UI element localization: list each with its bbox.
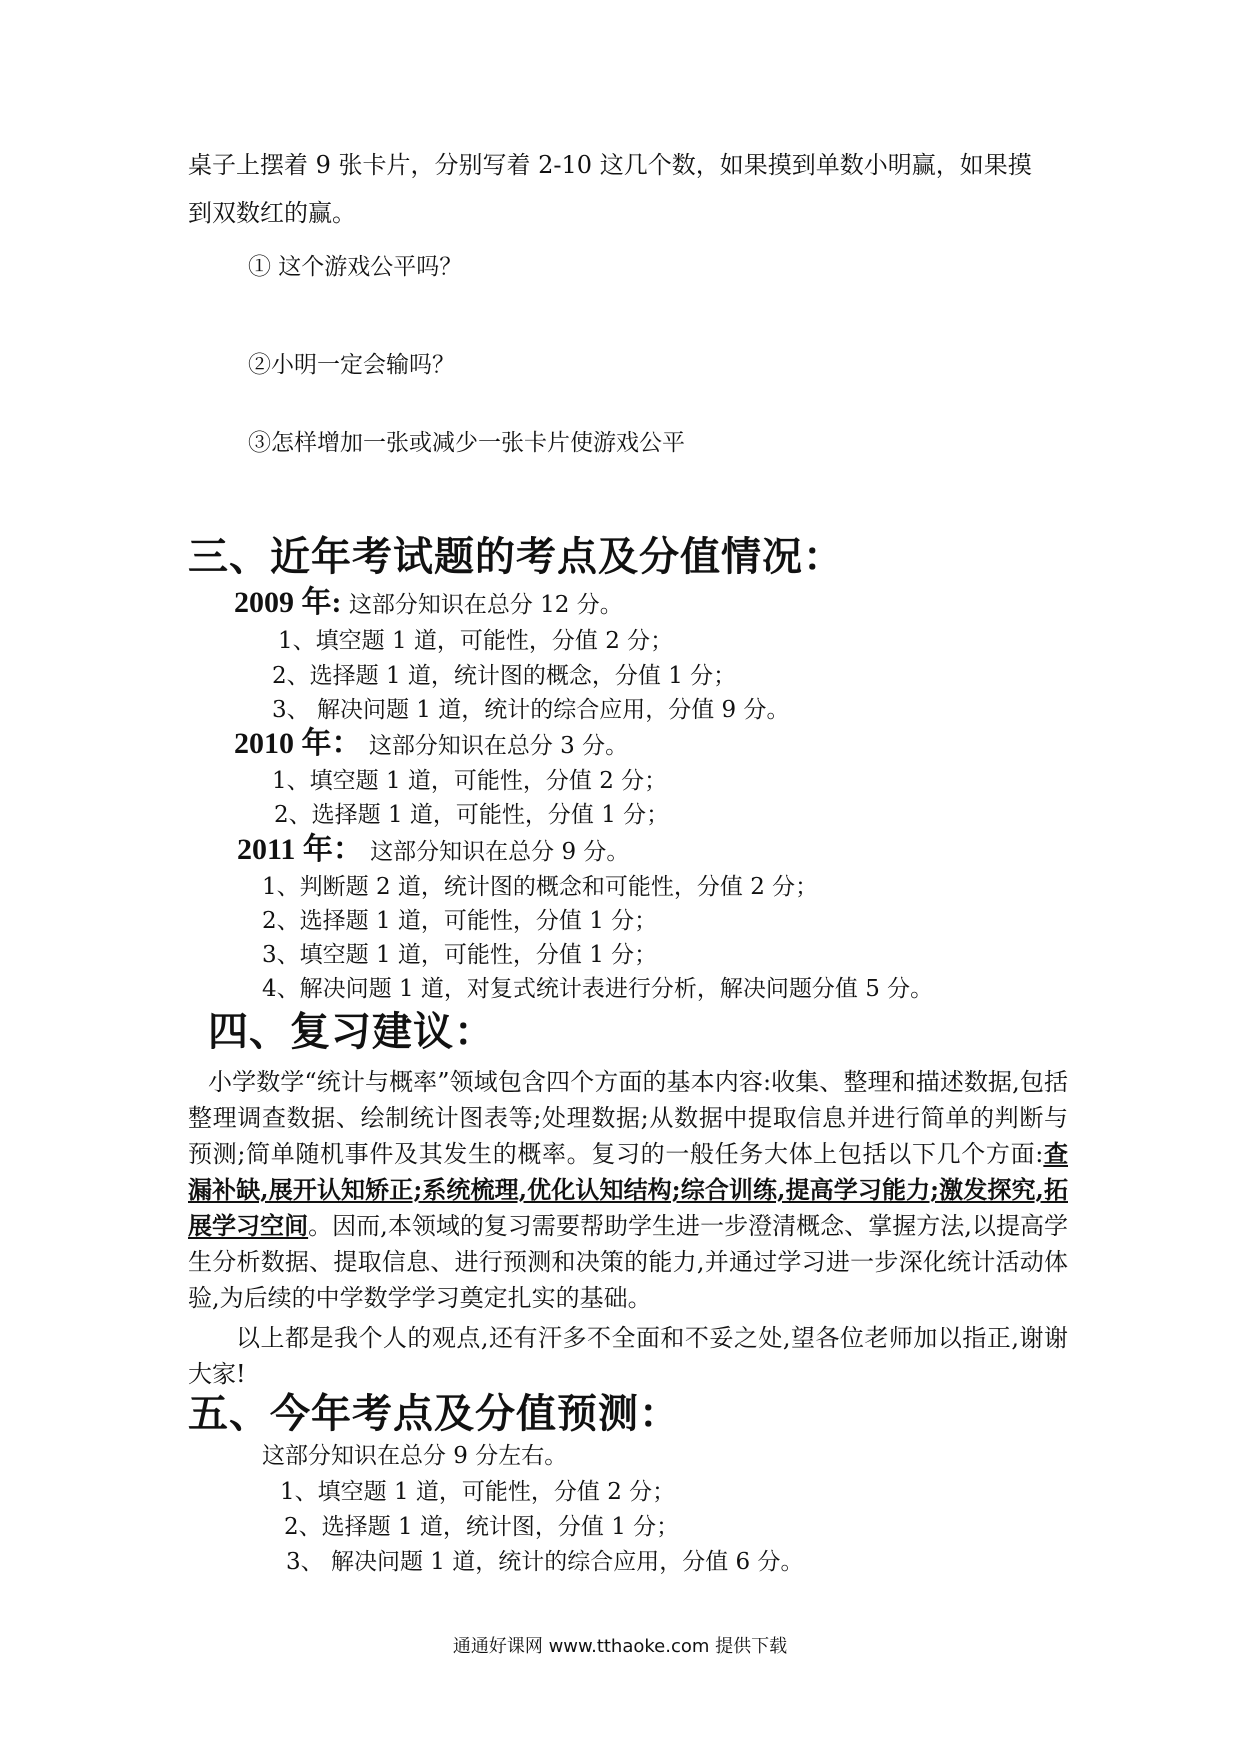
year-2010-item-1: 1、填空题 1 道，可能性，分值 2 分； [272, 768, 668, 794]
year-2009-item-3: 3、 解决问题 1 道，统计的综合应用，分值 9 分。 [272, 697, 790, 723]
forecast-summary: 这部分知识在总分 9 分左右。 [262, 1443, 568, 1469]
year-2011-summary: 这部分知识在总分 9 分。 [370, 839, 630, 865]
section-5-heading: 五、今年考点及分值预测： [188, 1391, 680, 1437]
year-2011-item-3: 3、填空题 1 道，可能性，分值 1 分； [262, 942, 658, 968]
year-2011-item-4: 4、解决问题 1 道，对复式统计表进行分析，解决问题分值 5 分。 [262, 976, 934, 1002]
question-2: ②小明一定会输吗？ [248, 352, 455, 378]
year-2009-line [234, 588, 623, 620]
year-2011-item-2: 2、选择题 1 道，可能性，分值 1 分； [262, 908, 658, 934]
year-2011-label: 2011 年： [237, 833, 363, 866]
review-paragraph-end: 。因而,本领域的复习需要帮助学生进一步澄清概念、掌握方法,以提高学生分析数据、提取信息、进行预测和决策的能力,并通过学习进一步深化统计活动体验,为后续的中学数学学习奠定扎实的基础。 [188, 1212, 1068, 1312]
year-2011-line [237, 835, 629, 867]
question-3: ③怎样增加一张或减少一张卡片使游戏公平 [248, 430, 685, 456]
question-1: ① 这个游戏公平吗？ [248, 254, 463, 280]
review-paragraph-emphasis: 查漏补缺,展开认知矫正;系统梳理,优化认知结构;综合训练,提高学习能力;激发探究,拓展学习空间 [188, 1139, 1069, 1240]
year-2010-summary: 这部分知识在总分 3 分。 [368, 733, 629, 759]
review-paragraph-start: 小学数学“统计与概率”领域包含四个方面的基本内容:收集、整理和描述数据,包括整理调查数据、绘制统计图表等;处理数据;从数据中提取信息并进行简单的判断与预测;简单随机事件及其发生的概率。复习的一般任务大体上包括以下几个方面: [188, 1068, 1068, 1168]
year-2010-label: 2010 年： [234, 727, 362, 760]
section-3-heading: 三、近年考试题的考点及分值情况： [188, 534, 844, 580]
year-2009-label: 2009 年: [234, 586, 342, 619]
year-2010-item-2: 2、选择题 1 道，可能性，分值 1 分； [274, 802, 670, 828]
review-paragraph [188, 1064, 1068, 1316]
problem-line-2: 到双数红的赢。 [188, 199, 356, 227]
problem-line-1: 桌子上摆着 9 张卡片，分别写着 2-10 这几个数，如果摸到单数小明赢，如果摸 [188, 151, 1032, 179]
year-2009-summary: 这部分知识在总分 12 分。 [348, 592, 623, 618]
forecast-item-3: 3、 解决问题 1 道，统计的综合应用，分值 6 分。 [286, 1549, 804, 1575]
year-2009-item-1: 1、填空题 1 道，可能性，分值 2 分； [278, 628, 674, 654]
year-2011-item-1: 1、判断题 2 道，统计图的概念和可能性，分值 2 分； [262, 874, 819, 900]
year-2010-line [234, 729, 628, 761]
forecast-item-2: 2、选择题 1 道，统计图，分值 1 分； [284, 1514, 680, 1540]
year-2009-item-2: 2、选择题 1 道，统计图的概念，分值 1 分； [272, 663, 737, 689]
section-4-heading: 四、复习建议： [208, 1009, 495, 1055]
closing-paragraph: 以上都是我个人的观点,还有汗多不全面和不妥之处,望各位老师加以指正,谢谢大家! [188, 1324, 1068, 1388]
download-footer: 通通好课网 www.tthaoke.com 提供下载 [452, 1636, 788, 1657]
forecast-item-1: 1、填空题 1 道，可能性，分值 2 分； [280, 1479, 676, 1505]
